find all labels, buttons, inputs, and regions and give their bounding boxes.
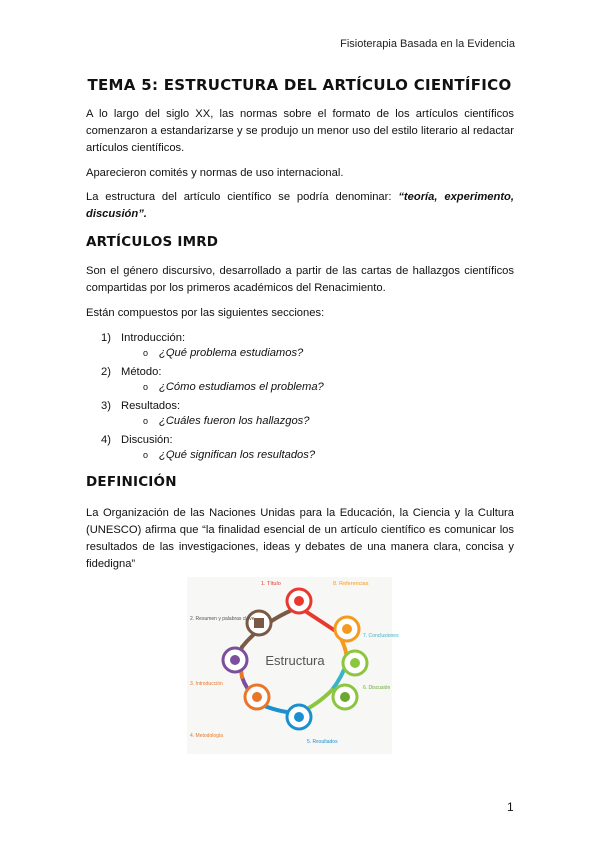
list-label: Método: <box>121 366 162 378</box>
diagram-center-label: Estructura <box>265 653 325 668</box>
intro-paragraph-3 <box>86 189 514 223</box>
group-icon <box>294 712 304 722</box>
list-number: 2) <box>101 366 111 378</box>
list-item <box>101 398 180 415</box>
label-discusion: 6. Discusión <box>363 685 391 691</box>
page-title: TEMA 5: ESTRUCTURA DEL ARTÍCULO CIENTÍFICO <box>87 76 512 94</box>
list-item <box>101 330 185 347</box>
section-heading-imrd: ARTÍCULOS IMRD <box>86 234 219 250</box>
running-header: Fisioterapia Basada en la Evidencia <box>340 38 515 50</box>
imrd-paragraph-2: Están compuestos por las siguientes secciones: <box>86 307 325 319</box>
gear-icon <box>252 692 262 702</box>
label-introduccion: 3. Introducción <box>190 681 223 687</box>
list-question: ¿Qué problema estudiamos? <box>159 347 304 359</box>
speech-bubble-icon <box>294 596 304 606</box>
list-label: Resultados: <box>121 400 181 412</box>
refresh-icon <box>350 658 360 668</box>
intro-paragraph-3-emphasis: “teoría, experimento, discusión”. <box>86 191 514 220</box>
structure-diagram <box>187 577 399 754</box>
intro-paragraph-3-text: La estructura del artículo científico se podría denominar: <box>86 191 399 203</box>
list-item <box>101 364 161 381</box>
bullet-marker: o <box>143 450 149 460</box>
list-subitem <box>143 381 324 393</box>
bullet-marker: o <box>143 382 149 392</box>
list-question: ¿Cuáles fueron los hallazgos? <box>159 415 310 427</box>
list-question: ¿Cómo estudiamos el problema? <box>159 381 324 393</box>
label-conclusiones: 7. Conclusiones <box>363 633 399 639</box>
page-number: 1 <box>507 800 514 814</box>
document-icon <box>254 618 264 628</box>
list-item <box>101 432 173 449</box>
list-number: 3) <box>101 400 111 412</box>
label-resumen: 2. Resumen y palabras clave <box>190 616 255 622</box>
imrd-paragraph-1: Son el género discursivo, desarrollado a partir de las cartas de hallazgos científicos compartidas por los primeros académicos del Renacimiento. <box>86 265 514 294</box>
list-question: ¿Qué significan los resultados? <box>159 449 316 461</box>
list-label: Discusión: <box>121 434 173 446</box>
label-metodologia: 4. Metodología <box>190 733 224 739</box>
list-subitem <box>143 347 303 359</box>
bullet-marker: o <box>143 348 149 358</box>
list-number: 4) <box>101 434 111 446</box>
list-number: 1) <box>101 332 111 344</box>
list-label: Introducción: <box>121 332 186 344</box>
section-heading-definicion: DEFINICIÓN <box>86 474 177 490</box>
people-icon <box>230 655 240 665</box>
intro-paragraph-2: Aparecieron comités y normas de uso internacional. <box>86 167 344 179</box>
definicion-paragraph: La Organización de las Naciones Unidas para la Educación, la Ciencia y la Cultura (UNESCO) afirma que “la finalidad esencial de un artículo científico es comunicar los resultados de las investigaciones, ideas y debates de una manera clara, concisa y fidedigna” <box>86 507 514 570</box>
megaphone-icon <box>340 692 350 702</box>
chat-icon <box>342 624 352 634</box>
bullet-marker: o <box>143 416 149 426</box>
list-subitem <box>143 449 315 461</box>
label-referencias: 8. Referencias <box>333 581 369 587</box>
label-resultados: 5. Resultados <box>307 739 338 745</box>
label-titulo: 1. Título <box>261 581 281 587</box>
list-subitem <box>143 415 310 427</box>
structure-diagram-svg <box>187 577 399 754</box>
intro-paragraph-1: A lo largo del siglo XX, las normas sobre el formato de los artículos científicos comenzaron a estandarizarse y se produjo un menor uso del estilo literario al redactar artículos científicos. <box>86 108 514 154</box>
